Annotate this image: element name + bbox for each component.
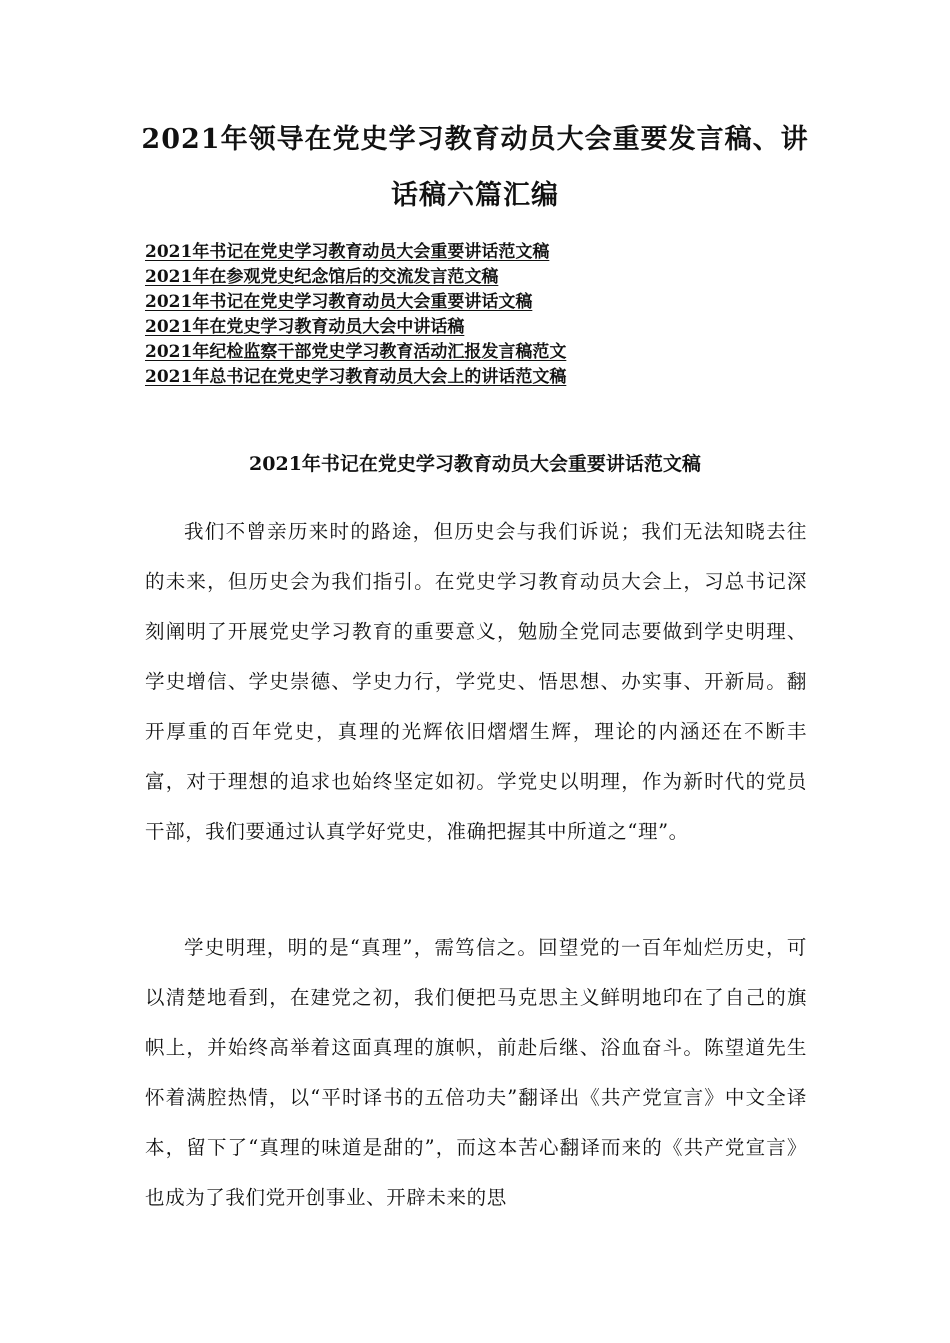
document-title-line-2: 话稿六篇汇编 bbox=[391, 180, 559, 211]
toc-link-1[interactable]: 2021年书记在党史学习教育动员大会重要讲话范文稿 bbox=[145, 242, 550, 262]
toc-item[interactable] bbox=[145, 265, 566, 290]
toc-item[interactable] bbox=[145, 290, 566, 315]
document-title-line-1: 2021年领导在党史学习教育动员大会重要发言稿、讲 bbox=[141, 124, 809, 155]
toc-link-6[interactable]: 2021年总书记在党史学习教育动员大会上的讲话范文稿 bbox=[145, 367, 567, 387]
toc-item[interactable] bbox=[145, 340, 566, 365]
body-paragraph-2: 学史明理，明的是“真理”，需笃信之。回望党的一百年灿烂历史，可以清楚地看到，在建党之初，我们便把马克思主义鲜明地印在了自己的旗帜上，并始终高举着这面真理的旗帜，前赴后继、浴血奋斗。陈望道先生怀着满腔热情，以“平时译书的五倍功夫”翻译出《共产党宣言》中文全译本，留下了“真理的味道是甜的”，而这本苦心翻译而来的《共产党宣言》也成为了我们党开创事业、开辟未来的思 bbox=[145, 936, 807, 1209]
toc-link-5[interactable]: 2021年纪检监察干部党史学习教育活动汇报发言稿范文 bbox=[145, 342, 567, 362]
toc-link-3[interactable]: 2021年书记在党史学习教育动员大会重要讲话文稿 bbox=[145, 292, 533, 312]
toc-item[interactable] bbox=[145, 315, 566, 340]
toc-link-2[interactable]: 2021年在参观党史纪念馆后的交流发言范文稿 bbox=[145, 267, 499, 287]
table-of-contents bbox=[145, 240, 566, 390]
toc-item[interactable] bbox=[145, 240, 566, 265]
toc-item[interactable] bbox=[145, 365, 566, 390]
document-title bbox=[140, 112, 810, 224]
section-title: 2021年书记在党史学习教育动员大会重要讲话范文稿 bbox=[249, 453, 701, 475]
body-paragraph-1: 我们不曾亲历来时的路途，但历史会与我们诉说；我们无法知晓去往的未来，但历史会为我们指引。在党史学习教育动员大会上，习总书记深刻阐明了开展党史学习教育的重要意义，勉励全党同志要做到学史明理、学史增信、学史崇德、学史力行，学党史、悟思想、办实事、开新局。翻开厚重的百年党史，真理的光辉依旧熠熠生辉，理论的内涵还在不断丰富，对于理想的追求也始终坚定如初。学党史以明理，作为新时代的党员干部，我们要通过认真学好党史，准确把握其中所道之“理”。 bbox=[145, 520, 807, 843]
toc-link-4[interactable]: 2021年在党史学习教育动员大会中讲话稿 bbox=[145, 317, 465, 337]
